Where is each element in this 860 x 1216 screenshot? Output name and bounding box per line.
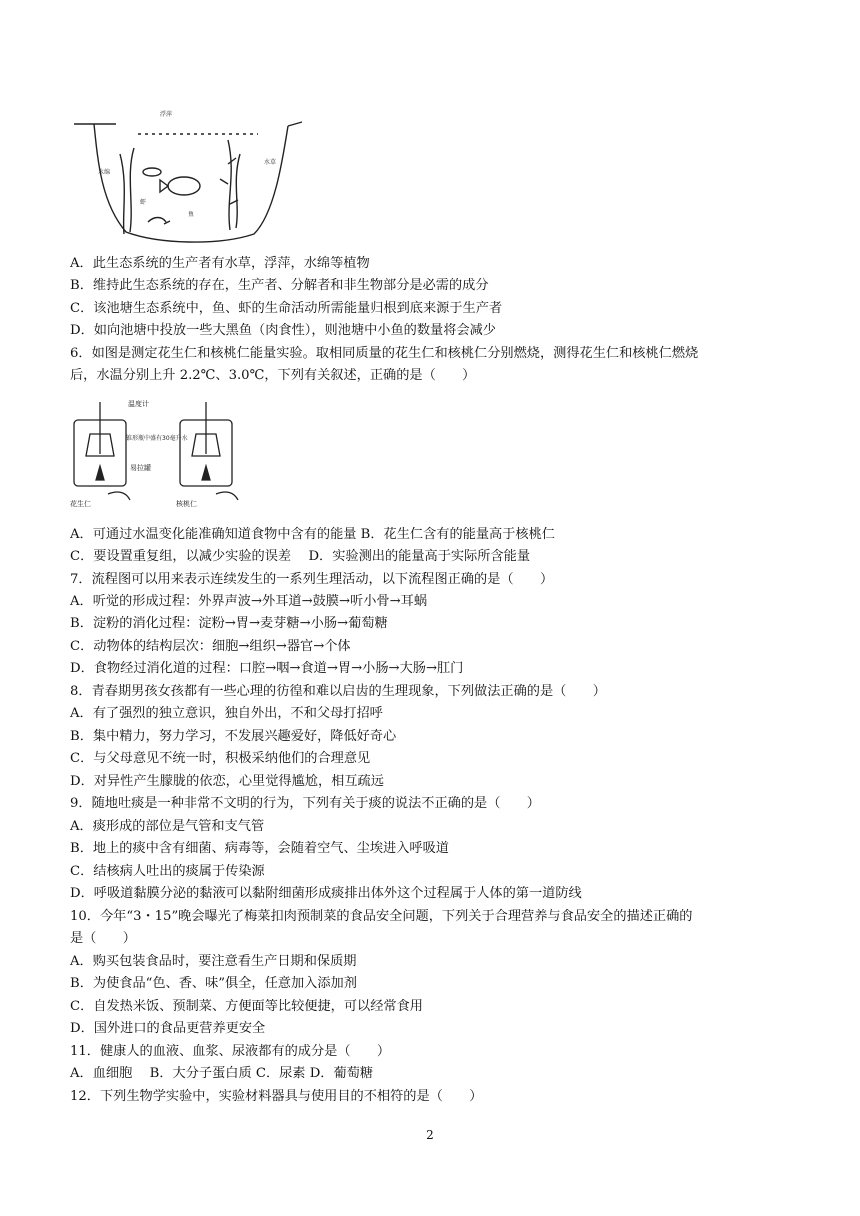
question-8-option-a: A．有了强烈的独立意识，独自外出，不和父母打招呼 <box>70 706 383 721</box>
question-8-option-b: B．集中精力，努力学习，不发展兴趣爱好，降低好奇心 <box>70 729 397 744</box>
question-9-stem: 9．随地吐痰是一种非常不文明的行为，下列有关于痰的说法不正确的是（ ） <box>70 796 540 811</box>
question-9-option-b: B．地上的痰中含有细菌、病毒等，会随着空气、尘埃进入呼吸道 <box>70 841 449 856</box>
label-thermometer: 温度计 <box>128 400 149 408</box>
question-10-stem-cont: 是（ ） <box>70 931 136 946</box>
label-can: 易拉罐 <box>130 464 151 472</box>
question-5-option-c: C．该池塘生态系统中，鱼、虾的生命活动所需能量归根到底来源于生产者 <box>70 301 503 316</box>
label-waterweed: 水草 <box>264 159 277 166</box>
question-8-option-c: C．与父母意见不统一时，积极采纳他们的合理意见 <box>70 751 371 766</box>
question-6-options-ab: A．可通过水温变化能准确知道食物中含有的能量 B．花生仁含有的能量高于核桃仁 <box>70 527 555 542</box>
question-6-options-cd: C．要设置重复组，以减少实验的误差 D．实验测出的能量高于实际所含能量 <box>70 549 531 564</box>
question-12-stem: 12．下列生物学实验中，实验材料器具与使用目的不相符的是（ ） <box>70 1089 483 1104</box>
question-6-stem-cont: 后，水温分别上升 2.2℃、3.0℃，下列有关叙述，正确的是（ ） <box>70 368 476 383</box>
question-7-option-c: C．动物体的结构层次：细胞→组织→器官→个体 <box>70 639 351 654</box>
question-11-stem: 11．健康人的血液、血浆、尿液都有的成分是（ ） <box>70 1044 391 1059</box>
question-7-option-a: A．听觉的形成过程：外界声波→外耳道→鼓膜→听小骨→耳蜗 <box>70 594 428 609</box>
question-8-stem: 8．青春期男孩女孩都有一些心理的彷徨和难以启齿的生理现象，下列做法正确的是（ ） <box>70 684 606 699</box>
combustion-experiment-figure <box>68 394 252 512</box>
question-10-stem: 10．今年“3・15”晚会曝光了梅菜扣肉预制菜的食品安全问题，下列关于合理营养与食品安全的描述正确的 <box>70 909 693 924</box>
question-5-option-a: A．此生态系统的生产者有水草，浮萍，水绵等植物 <box>70 256 370 271</box>
question-7-stem: 7．流程图可以用来表示连续发生的一系列生理活动，以下流程图正确的是（ ） <box>70 572 554 587</box>
label-fish: 鱼 <box>188 211 195 218</box>
pond-ecosystem-figure <box>68 104 304 250</box>
question-8-option-d: D．对异性产生朦胧的依恋，心里觉得尴尬，相互疏远 <box>70 774 384 789</box>
label-peanut: 花生仁 <box>70 500 91 508</box>
question-10-option-d: D．国外进口的食品更营养更安全 <box>70 1021 266 1036</box>
question-7-option-d: D．食物经过消化道的过程：口腔→咽→食道→胃→小肠→大肠→肛门 <box>70 661 464 676</box>
question-9-option-d: D．呼吸道黏膜分泌的黏液可以黏附细菌形成痰排出体外这个过程属于人体的第一道防线 <box>70 886 582 901</box>
question-10-option-a: A．购买包装食品时，要注意看生产日期和保质期 <box>70 954 357 969</box>
question-5-option-b: B．维持此生态系统的存在，生产者、分解者和非生物部分是必需的成分 <box>70 278 489 293</box>
label-duckweed: 浮萍 <box>160 111 173 118</box>
question-9-option-c: C．结核病人吐出的痰属于传染源 <box>70 864 265 879</box>
label-walnut: 核桃仁 <box>176 500 197 508</box>
label-shrimp: 虾 <box>140 199 147 206</box>
question-7-option-b: B．淀粉的消化过程：淀粉→胃→麦芽糖→小肠→葡萄糖 <box>70 616 388 631</box>
question-10-option-c: C．自发热米饭、预制菜、方便面等比较便捷，可以经常食用 <box>70 999 423 1014</box>
question-9-option-a: A．痰形成的部位是气管和支气管 <box>70 819 265 834</box>
page-number: 2 <box>426 1128 434 1142</box>
question-10-option-b: B．为使食品“色、香、味”俱全，任意加入添加剂 <box>70 976 357 991</box>
question-11-options: A．血细胞 B．大分子蛋白质 C．尿素 D．葡萄糖 <box>70 1066 374 1081</box>
question-5-option-d: D．如向池塘中投放一些大黑鱼（肉食性），则池塘中小鱼的数量将会减少 <box>70 323 496 338</box>
label-flask-water: 锥形瓶中盛有30毫升水 <box>126 435 188 442</box>
question-6-stem: 6．如图是测定花生仁和核桃仁能量实验。取相同质量的花生仁和核桃仁分别燃烧，测得花生仁和核桃仁燃烧 <box>70 346 699 361</box>
label-spirogyra: 水绵 <box>98 169 111 176</box>
